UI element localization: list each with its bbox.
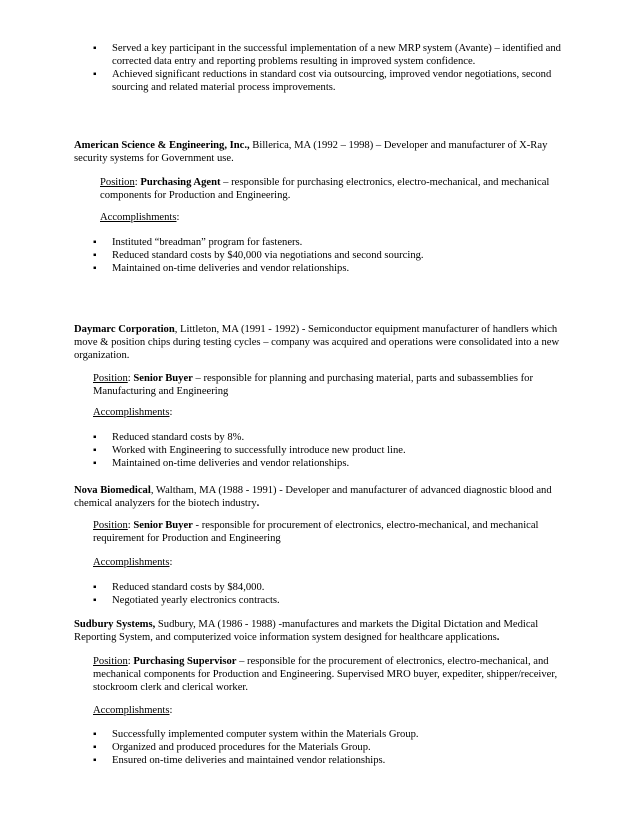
accomplishments-as-e: Accomplishments: xyxy=(100,212,180,223)
sudbury-bullet-list xyxy=(93,728,563,767)
company-description: Sudbury, MA (1986 - 1988) -manufactures and markets the Digital Dictation and Medical Reporting System, and computerized voice information system designed for healthcare applications xyxy=(74,619,539,643)
company-description: , Littleton, MA (1991 - 1992) - Semiconductor equipment manufacturer of handlers which move & position chips during testing cycles – company was acquired and operations were consolidated into a new organization. xyxy=(74,324,560,361)
list-item: ▪ Served a key participant in the successful implementation of a new MRP system (Avante) – identified and corrected data entry and reporting problems resulting in improved system confidence. xyxy=(93,42,563,68)
accomplishments-sudbury: Accomplishments: xyxy=(93,705,173,716)
accomplishments-nova: Accomplishments: xyxy=(93,557,173,568)
position-title: Senior Buyer xyxy=(133,373,193,384)
nova-bullet-list xyxy=(93,581,563,607)
company-name: Daymarc Corporation xyxy=(74,324,175,335)
position-as-e: Position: Purchasing Agent – responsible for purchasing electronics, electro-mechanical, and mechanical components for Production and Engineering. xyxy=(100,177,550,201)
list-item: ▪ Achieved significant reductions in standard cost via outsourcing, improved vendor negotiations, second sourcing and related material process improvements. xyxy=(93,68,563,94)
list-item: ▪ Reduced standard costs by $40,000 via negotiations and second sourcing. xyxy=(93,249,563,262)
description-period: . xyxy=(496,632,500,643)
list-item: ▪ Maintained on-time deliveries and vendor relationships. xyxy=(93,457,563,470)
accomplishments-label: Accomplishments xyxy=(93,557,170,568)
position-description: - responsible for procurement of electronics, electro-mechanical, and mechanical requirement for Production and Engineering xyxy=(93,520,539,544)
position-description: – responsible for the procurement of electronics, electro-mechanical, and mechanical components for Production and Engineering. Supervised MRO buyer, expediter, shipper/receiver, stockroom clerk and clerical worker. xyxy=(93,656,558,693)
company-daymarc xyxy=(74,323,564,362)
list-item: ▪ Ensured on-time deliveries and maintained vendor relationships. xyxy=(93,754,563,767)
list-item: ▪ Negotiated yearly electronics contracts. xyxy=(93,594,563,607)
position-label: Position xyxy=(93,520,128,531)
position-sudbury: Position: Purchasing Supervisor – responsible for the procurement of electronics, electro-mechanical, and mechanical components for Production and Engineering. Supervised MRO buyer, expediter, shipper/receiver, stockroom clerk and clerical worker. xyxy=(93,656,558,693)
company-description: , Waltham, MA (1988 - 1991) - Developer and manufacturer of advanced diagnostic blood and chemical analyzers for the biotech industry xyxy=(74,485,552,509)
position-title: Purchasing Supervisor xyxy=(133,656,237,667)
list-item: ▪ Instituted “breadman” program for fasteners. xyxy=(93,236,563,249)
company-sudbury xyxy=(74,618,564,644)
position-nova: Position: Senior Buyer - responsible for procurement of electronics, electro-mechanical, and mechanical requirement for Production and Engineering xyxy=(93,520,539,544)
accomplishments-label: Accomplishments xyxy=(93,407,170,418)
company-name: Nova Biomedical xyxy=(74,485,151,496)
position-daymarc: Position: Senior Buyer – responsible for planning and purchasing material, parts and subassemblies for Manufacturing and Engineering xyxy=(93,373,533,397)
list-item: ▪ Maintained on-time deliveries and vendor relationships. xyxy=(93,262,563,275)
description-period: . xyxy=(256,498,260,509)
as-e-bullet-list xyxy=(93,236,563,275)
company-name: American Science & Engineering, Inc., xyxy=(74,140,250,151)
company-description: Billerica, MA (1992 – 1998) – Developer and manufacturer of X-Ray security systems for Government use. xyxy=(74,140,548,164)
accomplishments-label: Accomplishments xyxy=(93,705,170,716)
position-label: Position xyxy=(100,177,135,188)
accomplishments-daymarc: Accomplishments: xyxy=(93,407,173,418)
company-nova xyxy=(74,484,564,510)
daymarc-bullet-list xyxy=(93,431,563,470)
list-item: ▪ Organized and produced procedures for the Materials Group. xyxy=(93,741,563,754)
position-description: – responsible for purchasing electronics, electro-mechanical, and mechanical components for Production and Engineering. xyxy=(100,177,550,201)
company-as-e xyxy=(74,139,564,165)
list-item: ▪ Worked with Engineering to successfully introduce new product line. xyxy=(93,444,563,457)
list-item: ▪ Successfully implemented computer system within the Materials Group. xyxy=(93,728,563,741)
list-item: ▪ Reduced standard costs by 8%. xyxy=(93,431,563,444)
accomplishments-label: Accomplishments xyxy=(100,212,177,223)
position-title: Purchasing Agent xyxy=(140,177,221,188)
position-title: Senior Buyer xyxy=(133,520,193,531)
company-name: Sudbury Systems, xyxy=(74,619,156,630)
position-label: Position xyxy=(93,373,128,384)
position-label: Position xyxy=(93,656,128,667)
position-description: – responsible for planning and purchasing material, parts and subassemblies for Manufacturing and Engineering xyxy=(93,373,533,397)
list-item: ▪ Reduced standard costs by $84,000. xyxy=(93,581,563,594)
top-bullet-list xyxy=(93,42,563,94)
